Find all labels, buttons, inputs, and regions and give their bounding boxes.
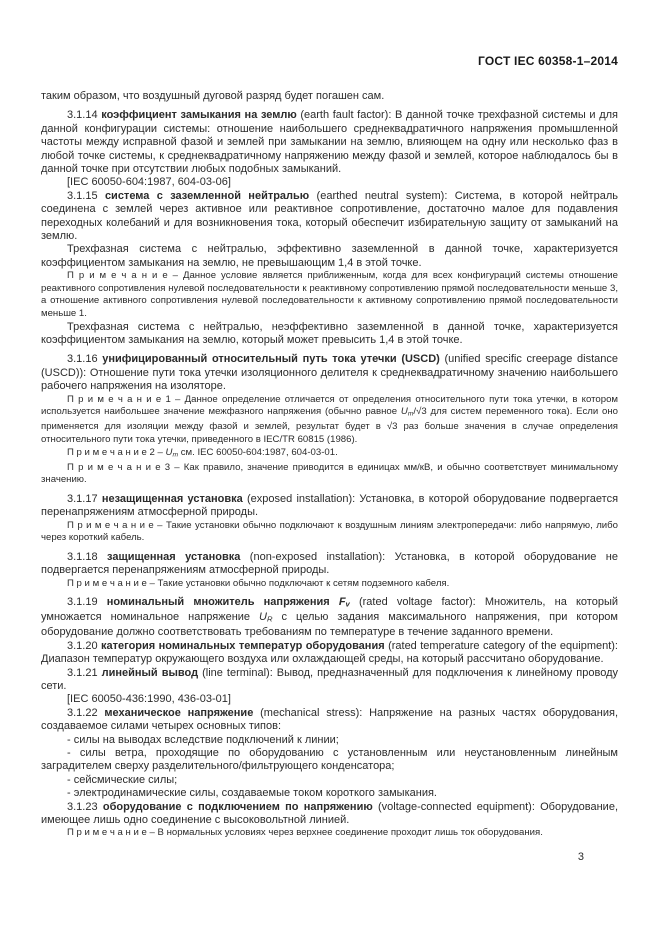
- text-run: см. IEC 60050-604:1987, 604-03-01.: [178, 446, 338, 458]
- text-run: механическое напряжение: [104, 706, 261, 719]
- note: [41, 270, 618, 320]
- text-run: 3.1.17: [67, 492, 102, 505]
- note: [41, 578, 618, 591]
- text-run: U: [259, 611, 267, 624]
- text-run: F: [338, 596, 346, 609]
- text-run: (earth fault factor): В данной точке трехфазной системы и для данной конфигурации системы: отношение наибольшего среднеквадратичного напряжения промышленной частоты между исправной фазой и землей при замыкании на землю, влияющем на одну или несколько фаз в любой точке системы, к среднеквадратичному напряжению между фазой и землей, которое наблюдалось бы в данной точке при отсутствии любых подобных замыканий.: [41, 109, 618, 176]
- text-run: (non-exposed installation): Установка, в которой оборудование не подвергается перенапряжениям атмосферной природы.: [41, 550, 618, 577]
- text-run: 3.1.20: [67, 639, 102, 652]
- text-run: П р и м е ч а н и е – В нормальных условиях через верхнее соединение проходит лишь ток оборудования.: [67, 827, 543, 839]
- text-run: m: [172, 451, 179, 458]
- text-run: 3.1.14: [67, 109, 102, 122]
- note: [41, 520, 618, 545]
- text-run: Трехфазная система с нейтралью, неэффективно заземленной в данной точке, характеризуется коэффициентом замыкания на землю, который может превысить 1,4 в этой точке.: [41, 320, 618, 347]
- text-run: П р и м е ч а н и е – Такие установки обычно подключают к сетям подземного кабеля.: [67, 577, 450, 589]
- text-run: номинальный множитель напряжения: [106, 596, 339, 609]
- page-number: 3: [577, 851, 584, 863]
- list-item: [41, 734, 618, 747]
- note: [41, 447, 618, 462]
- note: [41, 394, 618, 447]
- text-run: v: [345, 599, 350, 609]
- term-3-1-19: [41, 596, 618, 640]
- text-run: (line terminal): Вывод, предназначенный для подключения к линейному проводу сети.: [41, 666, 618, 692]
- list-item: [41, 787, 618, 800]
- text-run: - электродинамические силы, создаваемые током короткого замыкания.: [67, 787, 437, 800]
- text-run: (exposed installation): Установка, в которой оборудование подвергается перенапряжениям атмосферной природы.: [41, 492, 619, 519]
- text-run: m: [407, 410, 414, 418]
- text-run: (earthed neutral system): Система, в которой нейтраль соединена с землей через активное или реактивное сопротивление, достаточно малое для подавления переходных колебаний и для возникновения тока, который обеспечит избирательную защиту от замыканий на землю.: [41, 189, 618, 243]
- note: [41, 827, 618, 840]
- text-run: П р и м е ч а н и е 1 – Данное определение отличается от определения относительного пути тока утечки, в котором используется наибольшее значение межфазного напряжения (обычно равное: [41, 393, 618, 418]
- text-run: 3.1.18: [67, 550, 108, 563]
- text-run: оборудование с подключением по напряжению: [102, 800, 378, 813]
- text-run: коэффициент замыкания на землю: [101, 109, 301, 122]
- standard-designation-header: ГОСТ IEC 60358-1–2014: [478, 54, 618, 68]
- text-run: 3.1.21: [67, 666, 102, 679]
- text-run: П р и м е ч а н и е 2 –: [67, 446, 166, 458]
- term-3-1-15: [41, 190, 618, 244]
- term-3-1-18: [41, 551, 618, 578]
- text-run: [IEC 60050-436:1990, 436-03-01]: [67, 693, 231, 706]
- text-run: 3.1.15: [67, 189, 105, 202]
- term-3-1-23: [41, 801, 618, 828]
- term-3-1-16: [41, 353, 618, 393]
- text-run: R: [266, 614, 273, 624]
- text-run: унифицированный относительный путь тока утечки (USCD): [102, 353, 445, 366]
- text-run: категория номинальных температур оборудования: [101, 639, 389, 652]
- text-run: (mechanical stress): Напряжение на разных частях оборудования, создаваемое силами четырех основных типов:: [41, 706, 619, 733]
- term-3-1-20: [41, 640, 618, 667]
- text-run: 3.1.19: [67, 596, 107, 609]
- text-run: - сейсмические силы;: [67, 773, 178, 786]
- list-item: [41, 774, 618, 787]
- text-run: Трехфазная система с нейтралью, эффективно заземленной в данной точке, характеризуется коэффициентом замыкания на землю, не превышающим 1,4 в этой точке.: [41, 243, 618, 269]
- term-3-1-21: [41, 667, 618, 694]
- term-3-1-22: [41, 707, 618, 734]
- text-run: U: [400, 406, 408, 418]
- text-run: - силы на выводах вследствие подключений к линии;: [67, 733, 339, 746]
- list-item: [41, 747, 618, 774]
- document-body: [41, 90, 618, 840]
- text-run: [IEC 60050-604:1987, 604-03-06]: [67, 176, 231, 189]
- body-paragraph: [41, 321, 618, 348]
- term-3-1-17: [41, 493, 618, 520]
- text-run: /√3 для систем переменного тока). Если оно применяется для изоляции между фазой и землей, результат будет в √3 раз больше значения в случае определения относительного пути тока утечки, приведенного в IEC/TR 60815 (1986).: [41, 406, 619, 445]
- text-run: П р и м е ч а н и е 3 – Как правило, значение приводится в единицах мм/кВ, и обычно соответствует минимальному значению.: [41, 461, 618, 486]
- text-run: П р и м е ч а н и е – Данное условие является приближенным, когда для всех конфигураций системы отношение реактивного сопротивления нулевой последовательности к реактивному сопротивлению прямой последовательности меньше 3, а отношение активного сопротивления нулевой последовательности к активному сопротивлению прямой последовательности меньше 1.: [41, 270, 618, 320]
- text-run: система с заземленной нейтралью: [104, 189, 317, 202]
- text-run: 3.1.16: [67, 353, 103, 366]
- text-run: 3.1.22: [67, 706, 105, 719]
- text-run: (unified specific creepage distance (USCD)): Отношение пути тока утечки изоляционного делителя к среднеквадратичному значению наибольшего рабочего напряжения на изоляторе.: [41, 353, 619, 393]
- text-run: U: [165, 446, 173, 458]
- text-run: незащищенная установка: [101, 492, 247, 505]
- body-paragraph: [41, 243, 618, 270]
- text-run: с целью задания максимального напряжения, при котором оборудование должно соответствовать требованиям по температуре в течение заданного времени.: [41, 611, 618, 639]
- text-run: (rated temperature category of the equipment): Диапазон температур окружающего воздуха или охлаждающей среды, на который рассчитано оборудование.: [41, 639, 618, 666]
- text-run: 3.1.23: [67, 800, 103, 813]
- text-run: защищенная установка: [107, 550, 250, 563]
- note: [41, 462, 618, 487]
- text-run: (rated voltage factor): Множитель, на который умножается номинальное напряжение: [41, 596, 619, 624]
- iec-reference: [41, 693, 618, 706]
- term-3-1-14: [41, 109, 618, 176]
- text-run: П р и м е ч а н и е – Такие установки обычно подключают к воздушным линиям электропередачи: либо напрямую, либо через короткий кабель.: [41, 519, 618, 544]
- text-run: (voltage-connected equipment): Оборудование, имеющее лишь одно соединение с высоковольтной линией.: [41, 800, 619, 827]
- paragraph-continuation: [41, 90, 618, 103]
- text-run: таким образом, что воздушный дуговой разряд будет погашен сам.: [41, 90, 385, 102]
- iec-reference: [41, 176, 618, 189]
- text-run: линейный вывод: [101, 666, 203, 679]
- text-run: - силы ветра, проходящие по оборудованию с установленным или неустановленным линейным заградителем сверху разделительного/фильтрующего конденсатора;: [41, 747, 618, 773]
